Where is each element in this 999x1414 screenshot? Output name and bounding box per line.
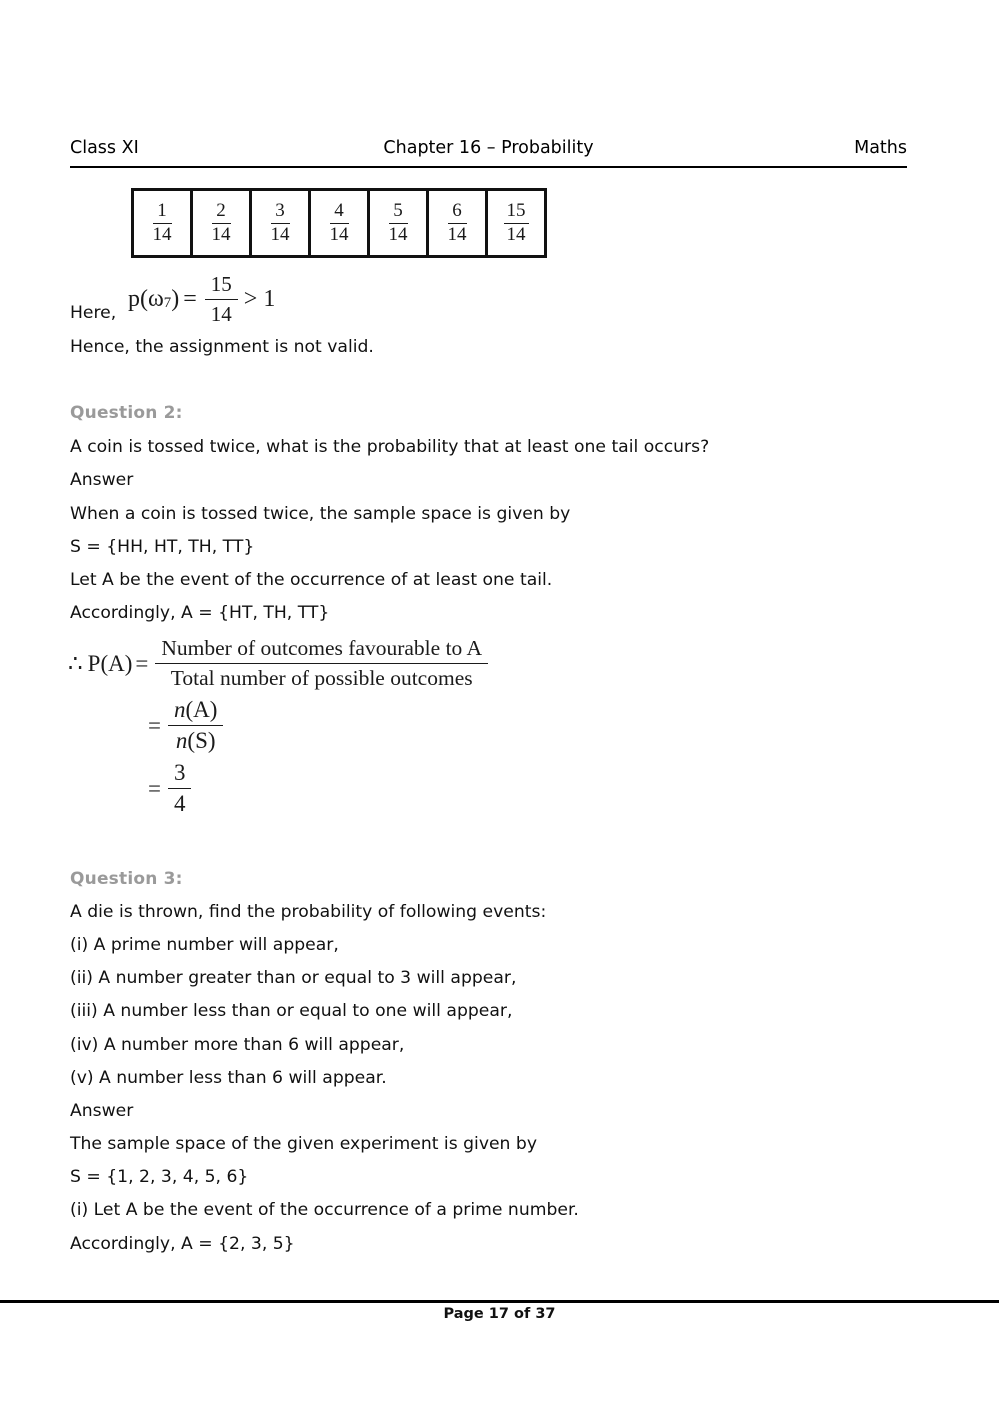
header-subject-label: Maths: [854, 138, 907, 158]
eq-fraction-three-quarters: [168, 760, 192, 817]
fraction-numerator: 1: [153, 201, 172, 223]
eq-word-fraction: [155, 636, 488, 691]
question-3-item: (ii) A number greater than or equal to 3 will appear,: [70, 968, 517, 988]
eq-paren-open: (: [140, 286, 148, 312]
fraction: [389, 201, 408, 244]
equation-row-2: [148, 697, 492, 754]
question-3-line: Accordingly, A = {2, 3, 5}: [70, 1234, 295, 1254]
eq-equals: =: [148, 712, 161, 738]
equation-probability-of-a: [68, 636, 492, 817]
page-header: [70, 136, 907, 168]
eq-n-italic: n: [173, 697, 186, 722]
fraction-denominator: 14: [211, 223, 231, 245]
fraction-numerator: 6: [448, 201, 467, 223]
eq-equals: =: [183, 286, 197, 312]
fraction-denominator: 14: [506, 223, 526, 245]
fraction-numerator: 15: [504, 201, 529, 223]
fraction: [271, 201, 290, 244]
equation-row: [128, 272, 275, 327]
eq-fraction-n-a-over-n-s: [168, 697, 223, 754]
question-3-line: (i) Let A be the event of the occurrence of a prime number.: [70, 1200, 579, 1220]
question-3-prompt: A die is thrown, find the probability of following events:: [70, 902, 547, 922]
fraction-numerator: 2: [212, 201, 231, 223]
eq-arg-a: A: [108, 650, 125, 676]
question-2-line: Accordingly, A = {HT, TH, TT}: [70, 603, 330, 623]
eq-p: P: [87, 650, 101, 676]
eq-word-fraction-denominator: Total number of possible outcomes: [170, 666, 473, 690]
fraction-denominator: 14: [329, 223, 349, 245]
eq-fraction-numerator: 3: [168, 760, 192, 789]
footer-page-number: Page 17 of 37: [443, 1306, 556, 1322]
fraction: [153, 201, 172, 244]
fraction: [448, 201, 467, 244]
table-cell: [192, 190, 251, 257]
eq-fraction-numerator: [168, 697, 223, 726]
question-3-item: (iv) A number more than 6 will appear,: [70, 1035, 405, 1055]
fraction-denominator: 14: [447, 223, 467, 245]
table-cell: [133, 190, 192, 257]
question-3-answer-label: Answer: [70, 1101, 134, 1121]
eq-omega-subscript: 7: [163, 295, 172, 312]
eq-arg-s: S: [195, 728, 208, 753]
header-chapter-title: Chapter 16 – Probability: [383, 138, 594, 158]
table-row: [133, 190, 546, 257]
question-3-item: (v) A number less than 6 will appear.: [70, 1068, 387, 1088]
eq-paren-open: (: [187, 728, 196, 753]
table-cell: [310, 190, 369, 257]
question-2-line: Let A be the event of the occurrence of at least one tail.: [70, 570, 553, 590]
fraction-numerator: 5: [389, 201, 408, 223]
table-cell: [487, 190, 546, 257]
eq-paren-close: ): [124, 650, 133, 676]
eq-word-fraction-numerator: Number of outcomes favourable to A: [155, 636, 488, 664]
fraction-denominator: 14: [152, 223, 172, 245]
fraction-numerator: 3: [271, 201, 290, 223]
equation-p-omega-seven: [128, 272, 275, 327]
eq-equals: =: [148, 775, 161, 801]
fraction-denominator: 14: [270, 223, 290, 245]
eq-equals: =: [135, 650, 149, 676]
fraction-numerator: 4: [330, 201, 349, 223]
equation-row-1: [68, 636, 492, 691]
table-cell: [251, 190, 310, 257]
eq-paren-close: ): [207, 728, 216, 753]
question-2-answer-label: Answer: [70, 470, 134, 490]
eq-fraction-denominator: 4: [173, 791, 186, 816]
eq-paren-close: ): [171, 286, 180, 312]
fraction: [212, 201, 231, 244]
eq-paren-open: (: [185, 697, 194, 722]
eq-comparison: > 1: [243, 286, 276, 312]
question-3-line: The sample space of the given experiment is given by: [70, 1134, 537, 1154]
eq-arg-a: A: [193, 697, 210, 722]
question-2-line: When a coin is tossed twice, the sample space is given by: [70, 504, 571, 524]
question-2-prompt: A coin is tossed twice, what is the probability that at least one tail occurs?: [70, 437, 710, 457]
header-class-label: Class XI: [70, 138, 139, 158]
eq-omega: ω: [148, 286, 164, 312]
fraction: [330, 201, 349, 244]
eq-paren-open: (: [100, 650, 109, 676]
eq-lhs-p: p: [128, 286, 140, 312]
eq-fraction-denominator: 14: [210, 302, 232, 326]
fraction: [504, 201, 529, 244]
fraction-denominator: 14: [388, 223, 408, 245]
eq-n-italic: n: [175, 728, 188, 753]
probability-assignment-table: [131, 188, 547, 258]
eq-fraction-numerator: 15: [205, 272, 238, 300]
question-3-item: (i) A prime number will appear,: [70, 935, 339, 955]
eq-paren-close: ): [209, 697, 218, 722]
eq-fraction: [205, 272, 238, 327]
question-3-heading: Question 3:: [70, 869, 183, 889]
header-row: [70, 136, 907, 162]
table-cell: [369, 190, 428, 257]
equation-row-3: [148, 760, 492, 817]
footer-divider: [0, 1300, 999, 1303]
eq-fraction-denominator: [170, 726, 222, 754]
question-2-heading: Question 2:: [70, 403, 183, 423]
here-label: Here,: [70, 303, 117, 323]
eq-therefore-symbol: ∴: [68, 650, 83, 676]
question-3-line: S = {1, 2, 3, 4, 5, 6}: [70, 1167, 249, 1187]
table-cell: [428, 190, 487, 257]
question-2-line: S = {HH, HT, TH, TT}: [70, 537, 255, 557]
question-3-item: (iii) A number less than or equal to one will appear,: [70, 1001, 513, 1021]
hence-statement: Hence, the assignment is not valid.: [70, 337, 374, 357]
